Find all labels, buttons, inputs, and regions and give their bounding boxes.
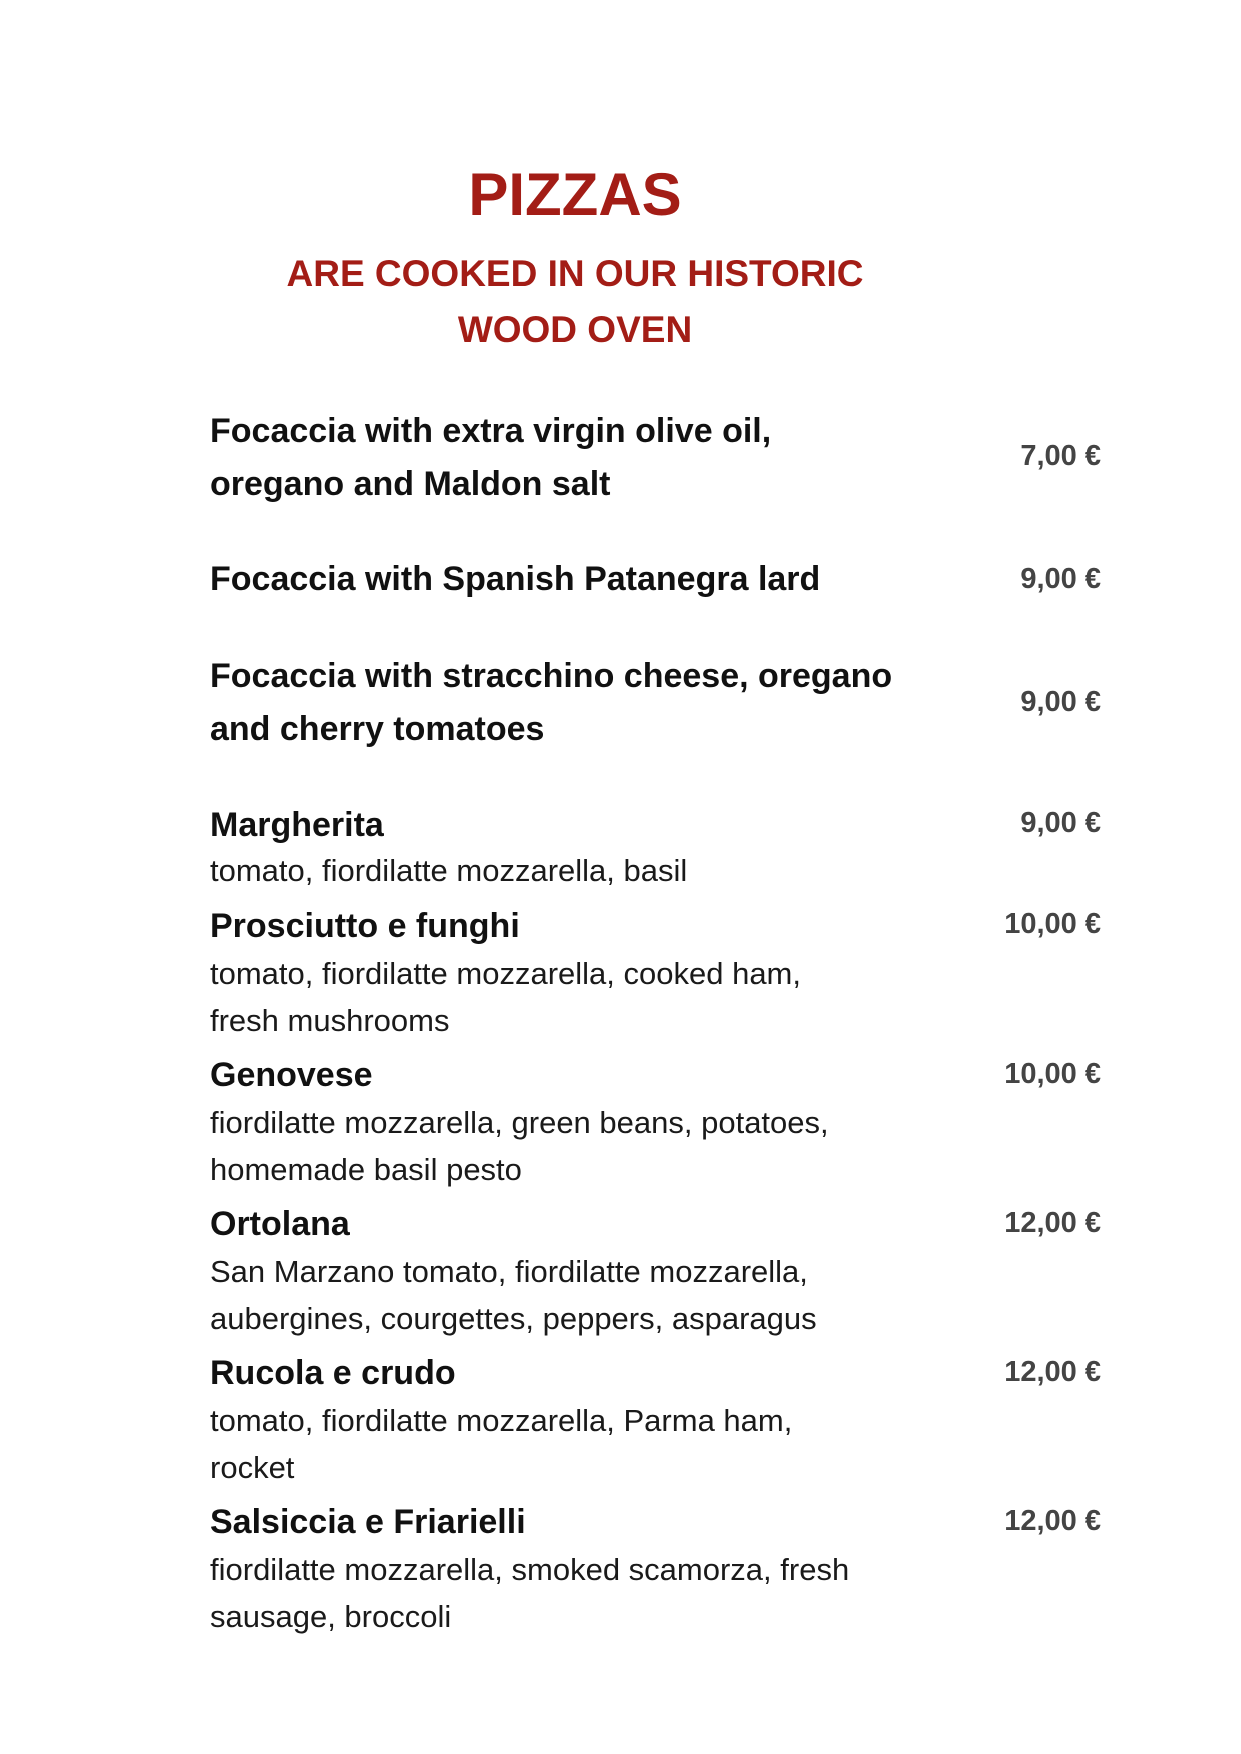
item-name-line-1: Focaccia with Spanish Patanegra lard bbox=[210, 560, 821, 598]
menu-item-rucola-e-crudo bbox=[210, 1347, 1110, 1491]
menu-item-ortolana bbox=[210, 1198, 1110, 1342]
item-description-line-1: fiordilatte mozzarella, smoked scamorza, fresh bbox=[210, 1552, 850, 1587]
item-price: 9,00 € bbox=[1020, 686, 1101, 718]
item-description-line-2: fresh mushrooms bbox=[210, 1003, 450, 1038]
item-description-line-1: tomato, fiordilatte mozzarella, basil bbox=[210, 853, 688, 888]
menu-item-focaccia-olive-oil bbox=[210, 405, 1110, 511]
page-title: PIZZAS bbox=[468, 161, 682, 228]
menu-item-genovese bbox=[210, 1049, 1110, 1193]
item-name-line-1: Genovese bbox=[210, 1056, 373, 1094]
item-name-line-1: Salsiccia e Friarielli bbox=[210, 1503, 526, 1541]
item-description-line-2: rocket bbox=[210, 1450, 295, 1485]
page-subtitle-line-1: ARE COOKED IN OUR HISTORIC bbox=[286, 253, 864, 294]
item-name-line-1: Prosciutto e funghi bbox=[210, 907, 520, 945]
item-price: 7,00 € bbox=[1020, 440, 1101, 472]
item-description-line-1: tomato, fiordilatte mozzarella, Parma ham, bbox=[210, 1403, 793, 1438]
item-name-line-1: Focaccia with stracchino cheese, oregano bbox=[210, 657, 893, 695]
menu-item-salsiccia-e-friarielli bbox=[210, 1496, 1110, 1640]
item-price: 9,00 € bbox=[1020, 563, 1101, 595]
page-subtitle-line-2: WOOD OVEN bbox=[457, 309, 693, 350]
menu-item-prosciutto-e-funghi bbox=[210, 900, 1110, 1044]
menu-item-margherita bbox=[210, 799, 1110, 894]
item-name-line-2: oregano and Maldon salt bbox=[210, 465, 611, 503]
item-description-line-2: sausage, broccoli bbox=[210, 1599, 452, 1634]
menu-item-focaccia-lard bbox=[210, 553, 1110, 606]
menu-item-focaccia-stracchino bbox=[210, 650, 1110, 756]
item-name-line-1: Margherita bbox=[210, 806, 384, 844]
item-price: 9,00 € bbox=[1020, 807, 1101, 839]
item-description-line-1: tomato, fiordilatte mozzarella, cooked ham, bbox=[210, 956, 801, 991]
item-name-line-1: Ortolana bbox=[210, 1205, 350, 1243]
item-description-line-1: fiordilatte mozzarella, green beans, potatoes, bbox=[210, 1105, 829, 1140]
item-price: 12,00 € bbox=[1004, 1505, 1101, 1537]
item-name-line-1: Rucola e crudo bbox=[210, 1354, 456, 1392]
item-description-line-2: aubergines, courgettes, peppers, asparagus bbox=[210, 1301, 817, 1336]
item-price: 10,00 € bbox=[1004, 1058, 1101, 1090]
item-description-line-2: homemade basil pesto bbox=[210, 1152, 522, 1187]
item-description-line-1: San Marzano tomato, fiordilatte mozzarella, bbox=[210, 1254, 808, 1289]
item-price: 12,00 € bbox=[1004, 1207, 1101, 1239]
item-price: 10,00 € bbox=[1004, 908, 1101, 940]
item-name-line-2: and cherry tomatoes bbox=[210, 710, 545, 748]
item-name-line-1: Focaccia with extra virgin olive oil, bbox=[210, 412, 772, 450]
item-price: 12,00 € bbox=[1004, 1356, 1101, 1388]
